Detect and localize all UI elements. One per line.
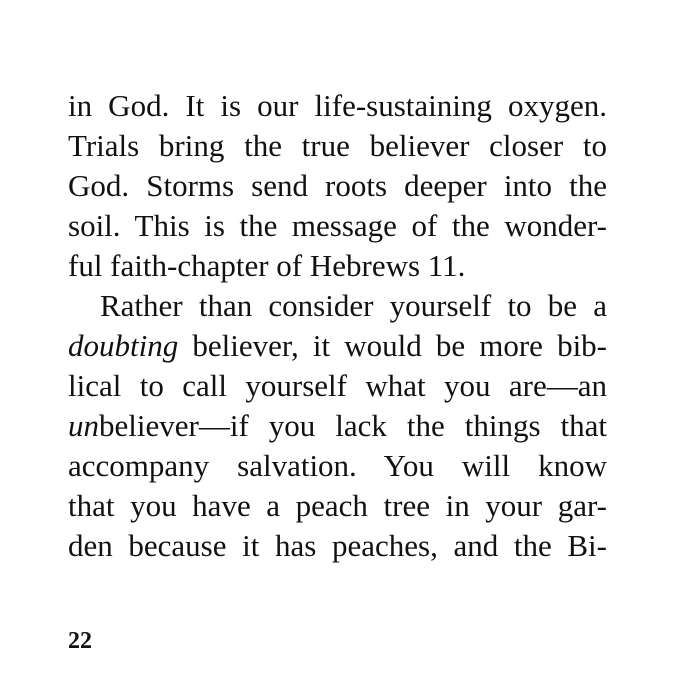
- text-line: accompany salvation. You will know: [68, 448, 607, 483]
- text-line: lical to call yourself what you are—an: [68, 368, 607, 403]
- text-line: Trials bring the true believer closer to: [68, 128, 607, 163]
- italic-word: doubting: [68, 328, 179, 363]
- text-line: God. Storms send roots deeper into the: [68, 168, 607, 203]
- line-text: believer, it would be more bib-: [178, 328, 607, 363]
- text-line: Rather than consider yourself to be a: [100, 288, 607, 323]
- italic-prefix: un: [68, 408, 99, 443]
- text-line: that you have a peach tree in your gar-: [68, 488, 607, 523]
- text-line: [68, 406, 607, 446]
- line-text: believer—if you lack the things that: [99, 408, 607, 443]
- page-number: 22: [68, 628, 92, 654]
- text-line: soil. This is the message of the wonder-: [68, 208, 607, 243]
- text-line: in God. It is our life-sustaining oxygen.: [68, 88, 607, 123]
- text-line: den because it has peaches, and the Bi-: [68, 528, 607, 563]
- text-line: ful faith-chapter of Hebrews 11.: [68, 248, 466, 283]
- text-line: [68, 326, 607, 366]
